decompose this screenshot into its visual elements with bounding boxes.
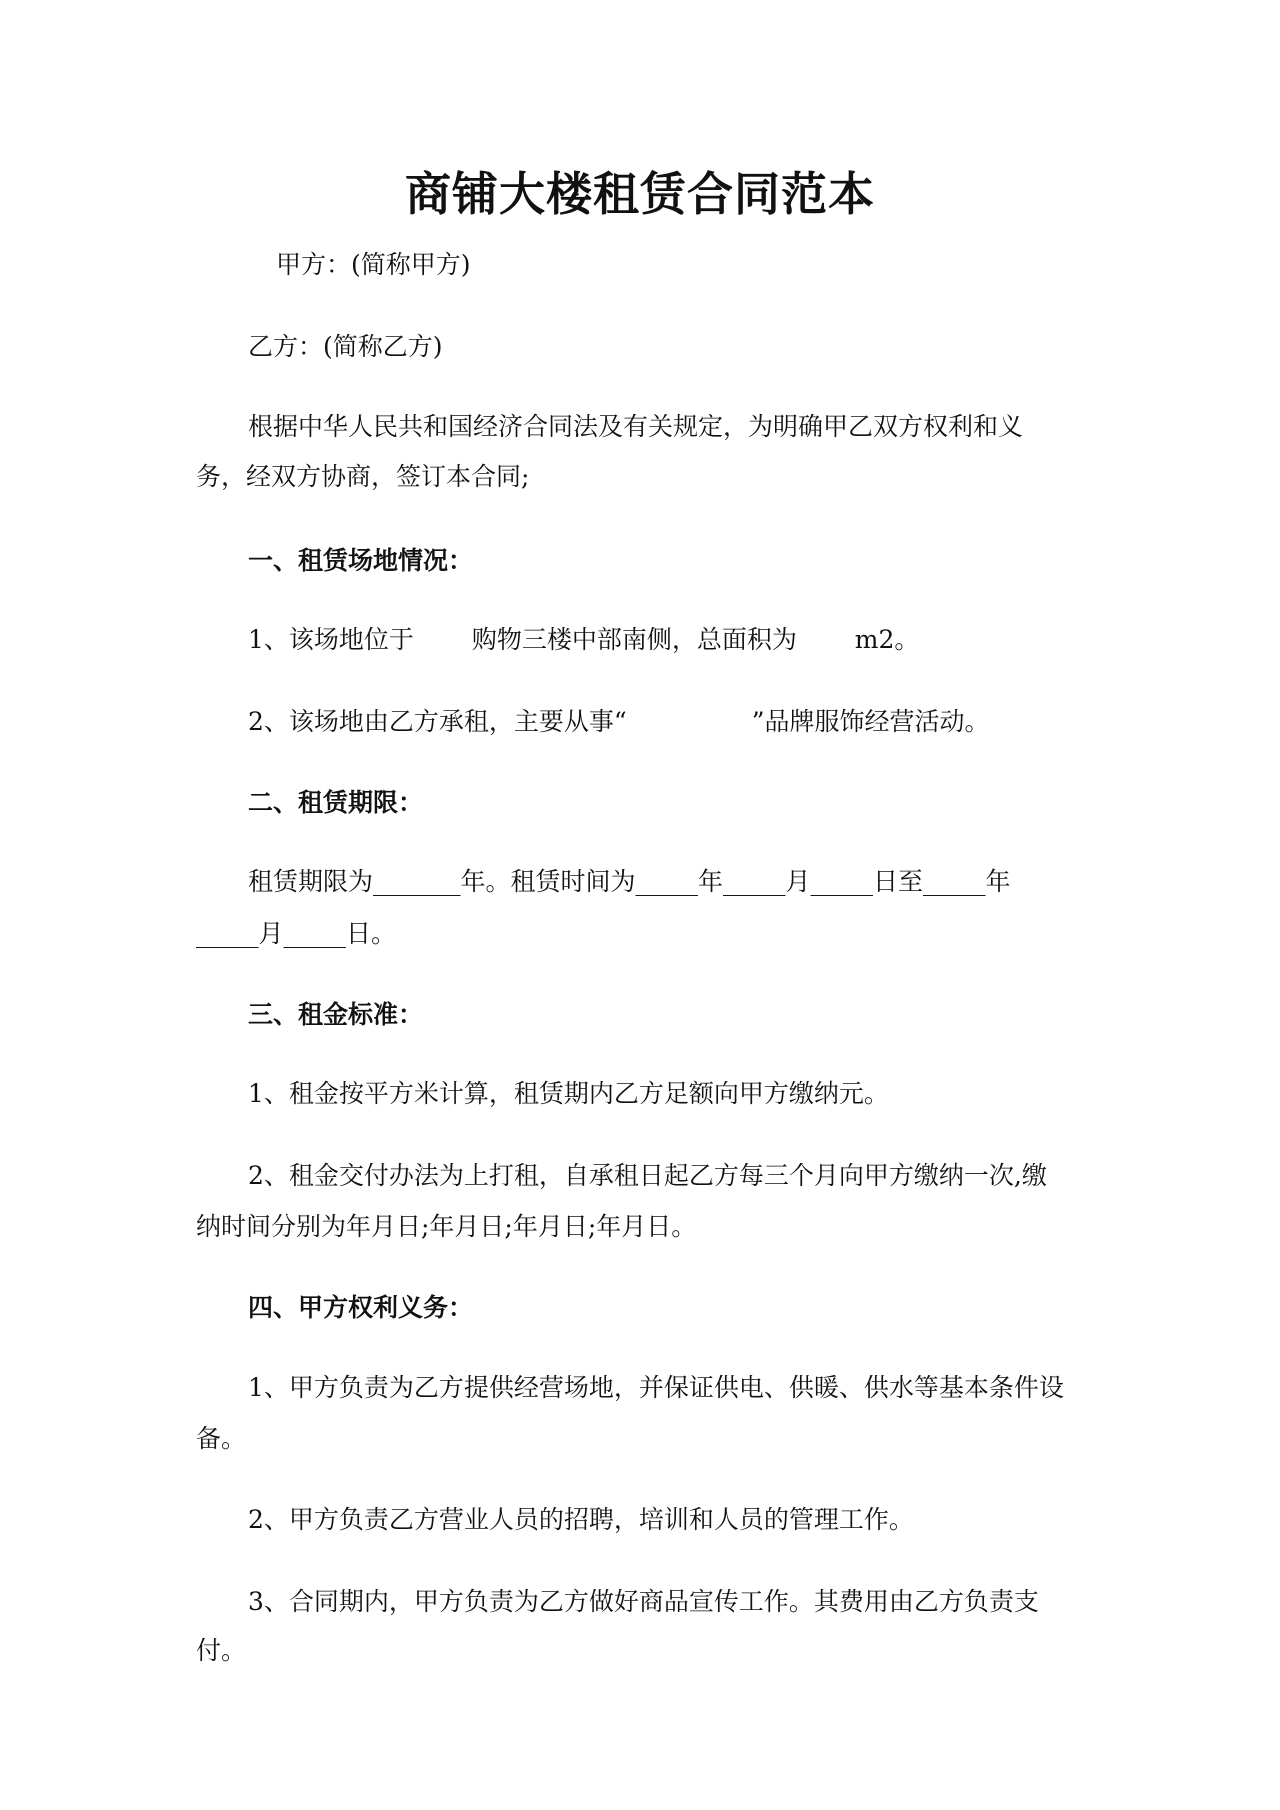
preamble-line-2: 务，经双方协商，签订本合同; — [196, 462, 530, 491]
section-4-item-1-line-2: 备。 — [196, 1424, 247, 1453]
section-4-item-3-line-1: 3、合同期内，甲方负责为乙方做好商品宣传工作。其费用由乙方负责支 — [248, 1587, 1039, 1616]
section-2-line-2: _____月_____日。 — [196, 919, 397, 948]
section-3-item-2-line-1: 2、租金交付办法为上打租，自承租日起乙方每三个月向甲方缴纳一次,缴 — [248, 1161, 1047, 1190]
section-4-item-2: 2、甲方负责乙方营业人员的招聘，培训和人员的管理工作。 — [248, 1505, 914, 1534]
section-2-heading: 二、租赁期限： — [248, 788, 424, 817]
section-3-item-1: 1、租金按平方米计算，租赁期内乙方足额向甲方缴纳元。 — [248, 1079, 889, 1108]
section-4-item-3-line-2: 付。 — [196, 1636, 247, 1665]
party-a: 甲方：(简称甲方) — [276, 250, 471, 279]
section-3-item-2-line-2: 纳时间分别为年月日;年月日;年月日;年月日。 — [196, 1212, 697, 1241]
document-title: 商铺大楼租赁合同范本 — [405, 167, 875, 221]
preamble-line-1: 根据中华人民共和国经济合同法及有关规定，为明确甲乙双方权利和义 — [248, 412, 1024, 441]
section-1-item-1: 1、该场地位于 购物三楼中部南侧，总面积为 m2。 — [248, 625, 920, 654]
section-1-item-2: 2、该场地由乙方承租，主要从事“ ”品牌服饰经营活动。 — [248, 707, 990, 736]
section-3-heading: 三、租金标准： — [248, 1000, 424, 1029]
section-2-line-1: 租赁期限为_______年。租赁时间为_____年_____月_____日至_____年 — [248, 867, 1011, 896]
section-1-heading: 一、租赁场地情况： — [248, 546, 474, 575]
section-4-item-1-line-1: 1、甲方负责为乙方提供经营场地，并保证供电、供暖、供水等基本条件设 — [248, 1373, 1064, 1402]
party-b: 乙方：(简称乙方) — [248, 332, 443, 361]
section-4-heading: 四、甲方权利义务： — [248, 1293, 474, 1322]
